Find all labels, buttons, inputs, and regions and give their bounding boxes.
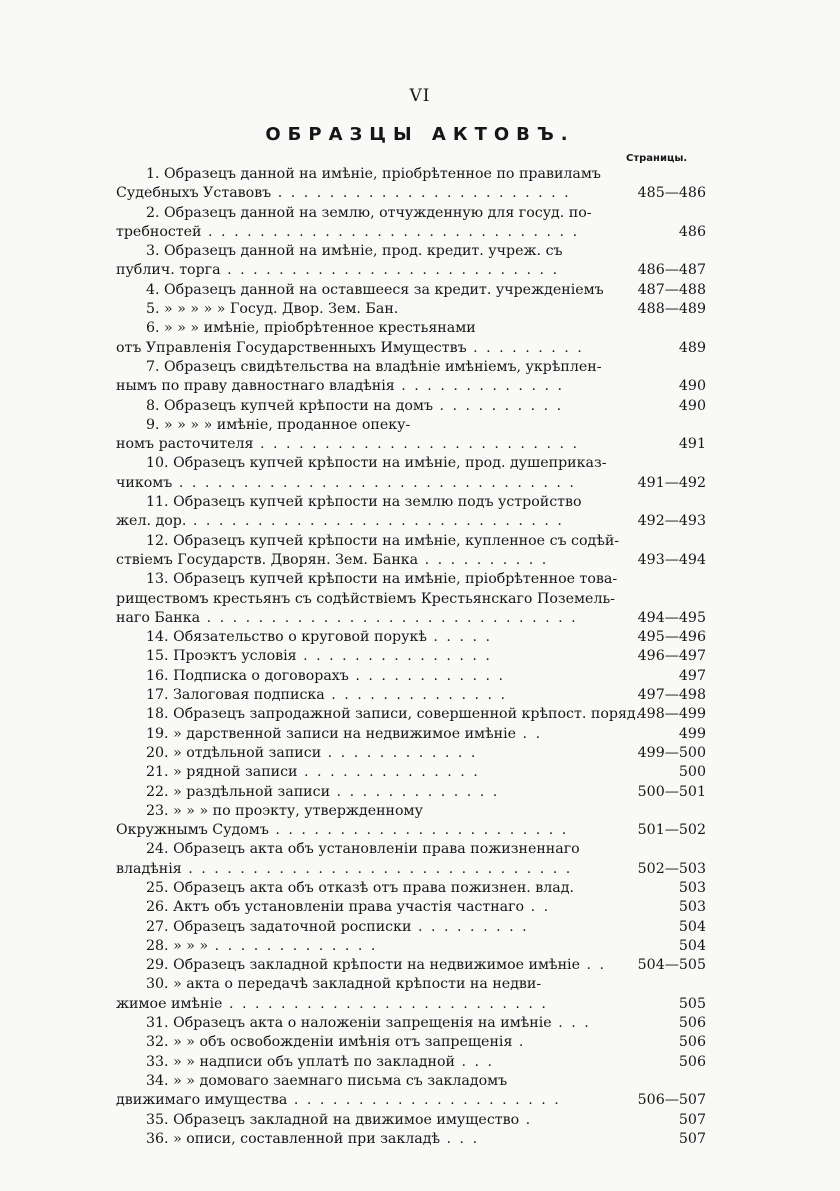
toc-entry-label: жимое имѣніе — [116, 995, 223, 1012]
toc-entry-text — [116, 377, 564, 396]
toc-entry-text — [146, 763, 480, 782]
toc-entry-label: 21. » рядной записи — [146, 764, 298, 781]
toc-page-ref: 506—507 — [637, 1092, 706, 1109]
toc-entry-label: 25. Образецъ акта объ отказѣ отъ права пожизнен. влад. — [146, 879, 575, 896]
toc-entry-label: 1. Образецъ данной на имѣніе, пріобрѣтенное по правиламъ — [146, 166, 601, 182]
toc-row — [116, 667, 706, 686]
toc-row — [116, 821, 706, 840]
table-of-contents — [116, 165, 706, 1149]
toc-entry-label: 17. Залоговая подписка — [146, 687, 325, 704]
toc-page-ref: 497 — [678, 667, 706, 684]
toc-entry-label: Судебныхъ Уставовъ — [116, 185, 272, 202]
toc-entry-label: 5. » » » » » Госуд. Двор. Зем. Бан. — [146, 301, 399, 318]
toc-page-ref: 486 — [678, 223, 706, 240]
toc-entry-label: наго Банка — [116, 609, 201, 626]
toc-entry-text — [146, 975, 541, 994]
toc-page-ref: 504 — [678, 918, 706, 935]
toc-entry-text — [146, 1111, 532, 1130]
toc-leader-dots: . . . . . . . . . . — [418, 551, 549, 568]
toc-page-ref: 500 — [678, 764, 706, 781]
toc-row — [116, 281, 706, 300]
toc-row — [116, 319, 706, 338]
toc-entry-label: 7. Образецъ свидѣтельства на владѣніе имѣніемъ, укрѣплен- — [146, 358, 602, 375]
toc-page-ref: 499—500 — [637, 744, 706, 761]
toc-page-ref: 490 — [678, 397, 706, 414]
toc-leader-dots: . . . . . . . . . . — [433, 397, 564, 414]
toc-entry-label: 2. Образецъ данной на землю, отчужденную для госуд. по- — [146, 204, 592, 221]
toc-leader-dots: . . . . . . . . . . . . . . . . . . . . . . . . . . . . . — [200, 609, 578, 626]
toc-leader-dots: . . . — [440, 1130, 480, 1147]
toc-leader-dots: . . . . . . . . . . . . . . . . . . . . . . . . . . . . . — [201, 223, 580, 240]
toc-entry-text — [116, 1091, 561, 1110]
toc-leader-dots: . . . . . . . . . — [411, 918, 529, 935]
toc-entry-text — [146, 493, 582, 512]
toc-leader-dots: . . . . . . . . . . . . . . . . . . . . . . . . . — [253, 436, 579, 453]
toc-entry-label: жел. дор. — [116, 513, 187, 530]
toc-entry-text — [146, 802, 423, 821]
toc-entry-text — [146, 937, 377, 956]
toc-row — [116, 1033, 706, 1052]
toc-entry-text — [146, 628, 492, 647]
toc-row — [116, 242, 706, 261]
toc-entry-label: риществомъ крестьянъ съ содѣйствіемъ Крестьянскаго Поземель- — [116, 590, 615, 607]
toc-entry-text — [116, 261, 559, 280]
toc-leader-dots: . . . . . . . . . . . . . — [208, 937, 378, 954]
toc-row — [116, 725, 706, 744]
toc-row — [116, 512, 706, 531]
toc-row — [116, 1111, 706, 1130]
toc-row — [116, 918, 706, 937]
toc-entry-text — [146, 647, 492, 666]
toc-leader-dots: . . . . . . . . . . . . . . . . . . . . . . . . . . — [220, 262, 560, 279]
toc-row — [116, 840, 706, 859]
toc-entry-label: 9. » » » » имѣніе, проданное опеку- — [146, 416, 411, 433]
toc-entry-label: 24. Образецъ акта объ установленіи права пожизненнаго — [146, 841, 580, 858]
toc-page-ref: 501—502 — [637, 822, 706, 839]
toc-entry-text — [146, 840, 580, 859]
toc-leader-dots: . — [512, 1034, 526, 1051]
toc-entry-text — [116, 339, 584, 358]
toc-entry-label: 27. Образецъ задаточной росписки — [146, 918, 412, 935]
toc-page-ref: 504 — [678, 937, 706, 954]
toc-leader-dots: . . . . . . . . . . . . . — [394, 378, 565, 395]
toc-entry-text — [146, 879, 574, 898]
toc-entry-label: 10. Образецъ купчей крѣпости на имѣніе, прод. душеприказ- — [146, 455, 607, 472]
toc-leader-dots: . . . . . . . . . . . . . . . . . . . . . — [287, 1092, 561, 1109]
toc-leader-dots: . . . . . . . . . . . . — [321, 744, 478, 761]
toc-row — [116, 590, 706, 609]
toc-page-ref: 506 — [678, 1034, 706, 1051]
toc-page-ref: 503 — [678, 899, 706, 916]
toc-row — [116, 802, 706, 821]
toc-entry-text — [146, 956, 606, 975]
toc-row — [116, 1014, 706, 1033]
toc-entry-text — [146, 1033, 525, 1052]
toc-page-ref: 504—505 — [637, 957, 706, 974]
toc-entry-label: 4. Образецъ данной на оставшееся за кредит. учрежденіемъ — [146, 281, 604, 298]
toc-row — [116, 975, 706, 994]
toc-entry-label: 13. Образецъ купчей крѣпости на имѣніе, пріобрѣтенное това- — [146, 571, 618, 588]
toc-page-ref: 494—495 — [637, 609, 706, 626]
toc-entry-label: требностей — [116, 223, 202, 240]
toc-page-ref: 499 — [678, 725, 706, 742]
toc-row — [116, 184, 706, 203]
toc-entry-label: 30. » акта о передачѣ закладной крѣпости на недви- — [146, 976, 542, 993]
toc-leader-dots: . . . . . . . . . . . . . — [330, 783, 500, 800]
toc-page-ref: 498—499 — [637, 706, 706, 723]
toc-page-ref: 492—493 — [637, 513, 706, 530]
toc-page-ref: 490 — [678, 378, 706, 395]
toc-page-ref: 505 — [678, 995, 706, 1012]
toc-entry-text — [116, 474, 576, 493]
toc-page-ref: 497—498 — [637, 687, 706, 704]
toc-entry-text — [116, 609, 578, 628]
toc-entry-label: 3. Образецъ данной на имѣніе, прод. кредит. учреж. съ — [146, 243, 563, 260]
toc-entry-label: Окружнымъ Судомъ — [116, 822, 269, 839]
toc-row — [116, 570, 706, 589]
toc-entry-text — [146, 1072, 507, 1091]
toc-entry-text — [146, 1014, 591, 1033]
toc-entry-label: публич. торга — [116, 262, 221, 279]
toc-row — [116, 1053, 706, 1072]
toc-entry-label: 35. Образецъ закладной на движимое имущество — [146, 1111, 520, 1128]
toc-leader-dots: . . . . . . . . . . . . . . . . . . . . . . . — [271, 185, 571, 202]
toc-row — [116, 377, 706, 396]
toc-entry-label: 20. » отдѣльной записи — [146, 744, 322, 761]
toc-entry-label: 33. » » надписи объ уплатѣ по закладной — [146, 1053, 455, 1070]
toc-entry-text — [146, 416, 410, 435]
toc-entry-text — [146, 783, 499, 802]
toc-row — [116, 416, 706, 435]
toc-row — [116, 1130, 706, 1149]
toc-entry-text — [146, 898, 550, 917]
toc-leader-dots: . . . . . . . . . . . . . . . . . . . . . . . . . — [222, 995, 548, 1012]
toc-page-ref: 495—496 — [637, 629, 706, 646]
toc-row — [116, 686, 706, 705]
toc-leader-dots: . . . . . . . . . . . . . . — [324, 687, 508, 704]
toc-row — [116, 397, 706, 416]
toc-leader-dots: . . . . . . . . . . . . — [348, 667, 506, 684]
toc-leader-dots: . . . . . . . . . . . . . . — [297, 764, 480, 781]
toc-leader-dots: . . . . . . . . . . . . . . . . . . . . . . . . . . . . . . . — [172, 474, 576, 491]
toc-row — [116, 551, 706, 570]
toc-page-ref: 506 — [678, 1053, 706, 1070]
toc-row — [116, 628, 706, 647]
toc-entry-label: 28. » » » — [146, 937, 209, 954]
toc-entry-label: номъ расточителя — [116, 436, 254, 453]
toc-entry-label: ствіемъ Государств. Дворян. Зем. Банка — [116, 551, 419, 568]
toc-entry-text — [146, 1130, 479, 1149]
toc-row — [116, 956, 706, 975]
toc-entry-label: отъ Управленія Государственныхъ Имуществъ — [116, 339, 467, 356]
toc-entry-label: 36. » описи, составленной при закладѣ — [146, 1130, 441, 1147]
toc-entry-text — [116, 995, 548, 1014]
toc-page-ref: 486—487 — [637, 262, 706, 279]
toc-entry-label: 15. Проэктъ условія — [146, 648, 297, 665]
toc-page-ref: 506 — [678, 1015, 706, 1032]
toc-entry-label: 22. » раздѣльной записи — [146, 783, 331, 800]
toc-leader-dots: . . . . . . . . . — [466, 339, 584, 356]
toc-row — [116, 339, 706, 358]
toc-row — [116, 223, 706, 242]
toc-page-ref: 488—489 — [637, 301, 706, 318]
toc-entry-text — [116, 821, 568, 840]
toc-row — [116, 1072, 706, 1091]
toc-row — [116, 165, 706, 184]
toc-entry-text — [146, 667, 505, 686]
toc-row — [116, 783, 706, 802]
toc-row — [116, 763, 706, 782]
toc-entry-label: 14. Обязательство о круговой порукѣ — [146, 629, 427, 646]
toc-entry-label: движимаго имущества — [116, 1092, 288, 1109]
toc-entry-text — [116, 512, 564, 531]
toc-entry-text — [146, 705, 640, 724]
toc-page-ref: 493—494 — [637, 551, 706, 568]
toc-row — [116, 532, 706, 551]
toc-leader-dots: . . . . . . . . . . . . . . . . . . . . . . . . . . . . . — [186, 513, 564, 530]
toc-row — [116, 493, 706, 512]
toc-leader-dots: . . — [524, 899, 551, 916]
toc-entry-label: 6. » » » имѣніе, пріобрѣтенное крестьянами — [146, 320, 476, 337]
toc-entry-text — [116, 184, 571, 203]
pages-column-header: Страницы. — [626, 153, 688, 164]
toc-leader-dots: . . . . . — [426, 629, 492, 646]
toc-entry-text — [146, 300, 398, 319]
toc-row — [116, 705, 706, 724]
toc-entry-text — [146, 532, 619, 551]
toc-entry-label: 12. Образецъ купчей крѣпости на имѣніе, купленное съ содѣй- — [146, 532, 620, 549]
toc-row — [116, 1091, 706, 1110]
toc-leader-dots: . . . . . . . . . . . . . . . . . . . . . . . — [268, 822, 569, 839]
toc-entry-text — [116, 590, 615, 609]
toc-row — [116, 435, 706, 454]
toc-entry-text — [146, 686, 507, 705]
toc-row — [116, 898, 706, 917]
toc-row — [116, 300, 706, 319]
toc-entry-text — [146, 570, 617, 589]
toc-page-ref: 503 — [678, 879, 706, 896]
toc-entry-label: 29. Образецъ закладной крѣпости на недвижимое имѣніе — [146, 957, 580, 974]
toc-entry-label: 32. » » объ освобожденіи имѣнія отъ запрещенія — [146, 1034, 513, 1051]
toc-entry-text — [146, 165, 601, 184]
toc-page-ref: 507 — [678, 1130, 706, 1147]
toc-page-ref: 489 — [678, 339, 706, 356]
toc-page-ref: 485—486 — [637, 185, 706, 202]
toc-row — [116, 937, 706, 956]
toc-row — [116, 647, 706, 666]
toc-entry-text — [146, 358, 602, 377]
toc-page-ref: 491 — [678, 436, 706, 453]
toc-entry-label: владѣнія — [116, 860, 182, 877]
toc-row — [116, 995, 706, 1014]
toc-row — [116, 879, 706, 898]
toc-page-ref: 500—501 — [637, 783, 706, 800]
toc-entry-text — [146, 281, 604, 300]
page-title: ОБРАЗЦЫ АКТОВЪ. — [265, 124, 575, 145]
toc-entry-text — [146, 204, 592, 223]
toc-page-ref: 487—488 — [637, 281, 706, 298]
toc-entry-label: 34. » » домоваго заемнаго письма съ закладомъ — [146, 1072, 508, 1089]
toc-leader-dots: . . . — [551, 1015, 591, 1032]
toc-entry-text — [146, 397, 563, 416]
toc-entry-text — [116, 223, 579, 242]
toc-row — [116, 860, 706, 879]
toc-entry-label: нымъ по праву давностнаго владѣнія — [116, 378, 395, 395]
toc-row — [116, 261, 706, 280]
toc-page-ref: 496—497 — [637, 648, 706, 665]
toc-row — [116, 358, 706, 377]
toc-entry-text — [116, 551, 548, 570]
toc-entry-text — [146, 454, 607, 473]
toc-page-ref: 491—492 — [637, 474, 706, 491]
toc-entry-label: 31. Образецъ акта о наложеніи запрещенія на имѣніе — [146, 1015, 552, 1032]
toc-entry-text — [146, 1053, 494, 1072]
toc-entry-text — [146, 242, 563, 261]
toc-leader-dots: . . . . . . . . . . . . . . . — [296, 648, 492, 665]
toc-leader-dots: . . — [579, 957, 607, 974]
toc-leader-dots: . . — [516, 725, 543, 742]
toc-entry-label: 23. » » » по проэкту, утвержденному — [146, 802, 423, 819]
toc-entry-text — [116, 435, 579, 454]
toc-page-ref: 502—503 — [637, 860, 706, 877]
toc-leader-dots: . — [519, 1111, 533, 1128]
toc-entry-text — [146, 744, 477, 763]
toc-entry-label: 26. Актъ объ установленіи права участія частнаго — [146, 899, 525, 916]
toc-entry-text — [146, 918, 529, 937]
toc-entry-label: чикомъ — [116, 474, 173, 491]
toc-row — [116, 454, 706, 473]
toc-row — [116, 474, 706, 493]
toc-entry-text — [116, 860, 572, 879]
toc-entry-text — [146, 725, 542, 744]
toc-entry-label: 16. Подписка о договорахъ — [146, 667, 349, 684]
toc-row — [116, 204, 706, 223]
toc-page-ref: 507 — [678, 1111, 706, 1128]
toc-entry-text — [146, 319, 476, 338]
page-number: VI — [409, 86, 431, 106]
toc-leader-dots: . . . — [454, 1053, 495, 1070]
toc-row — [116, 744, 706, 763]
toc-entry-label: 19. » дарственной записи на недвижимое имѣніе — [146, 725, 517, 742]
toc-entry-label: 11. Образецъ купчей крѣпости на землю подъ устройство — [146, 494, 582, 511]
toc-leader-dots: . . . . . . . . . . . . . . . . . . . . . . . . . . . . . . — [181, 860, 573, 877]
toc-entry-label: 18. Образецъ запродажной записи, совершенной крѣпост. поряд. — [146, 706, 641, 723]
toc-entry-label: 8. Образецъ купчей крѣпости на домъ — [146, 397, 433, 414]
toc-row — [116, 609, 706, 628]
